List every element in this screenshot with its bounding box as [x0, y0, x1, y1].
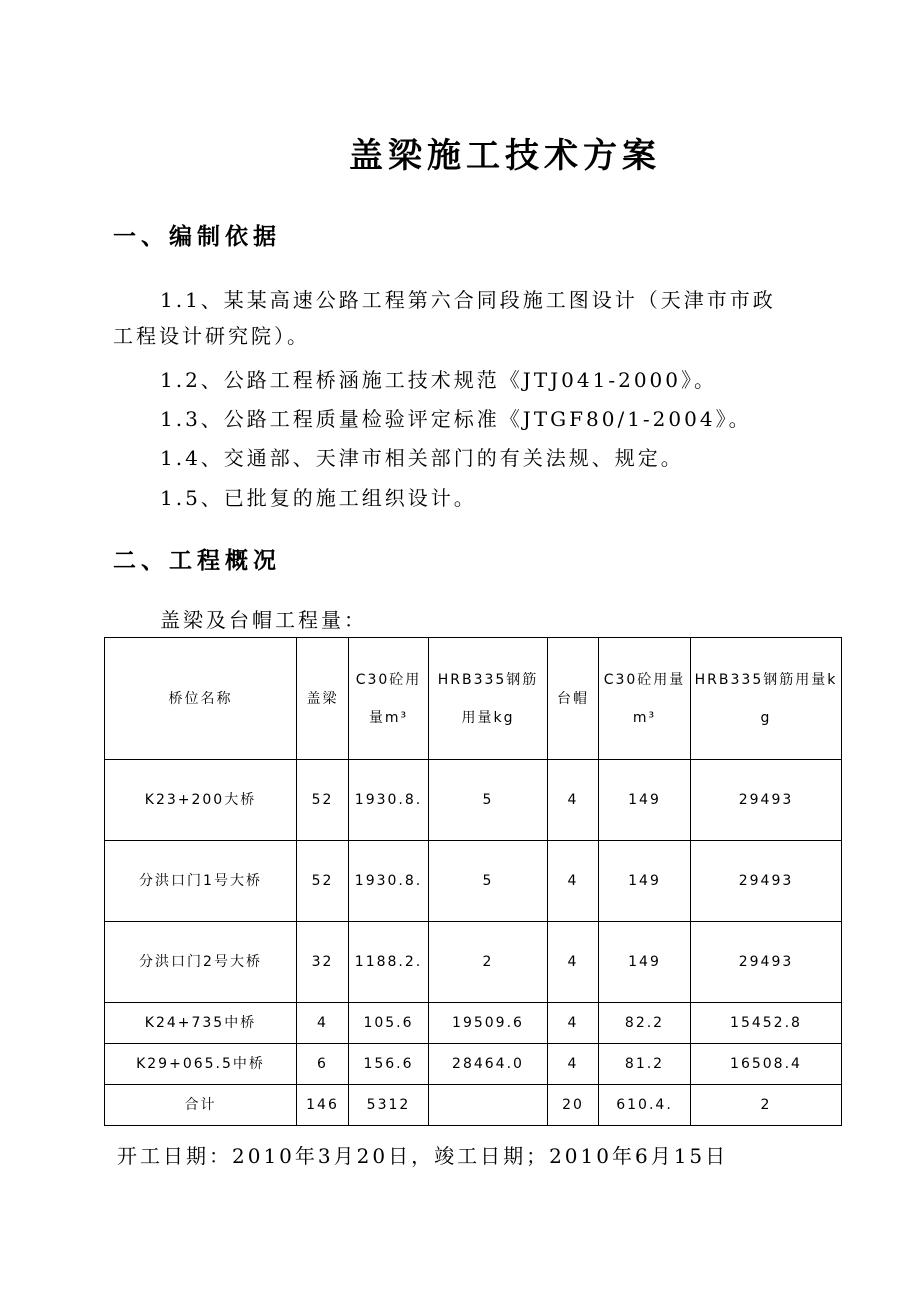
cell-abutment-rebar: 16508.4: [691, 1044, 842, 1085]
table-row: [105, 760, 842, 841]
cell-bridge-name: K24+735中桥: [105, 1003, 297, 1044]
cell-cap-beam-concrete: 1930.8.: [349, 760, 429, 841]
header-abutment-concrete: C30砼用量m³: [599, 638, 691, 760]
basis-item-1-4: 1.4、交通部、天津市相关部门的有关法规、规定。: [160, 446, 684, 470]
cell-cap-beam-concrete: 156.6: [349, 1044, 429, 1085]
table-row: [105, 1044, 842, 1085]
table-header-row: [105, 638, 842, 760]
cell-abutment-cap: 4: [548, 1003, 599, 1044]
basis-item-1-5: 1.5、已批复的施工组织设计。: [160, 486, 477, 510]
basis-item-1-2: 1.2、公路工程桥涵施工技术规范《JTJ041-2000》。: [160, 368, 718, 392]
cell-bridge-name: 分洪口门2号大桥: [105, 922, 297, 1003]
cell-abutment-concrete: 149: [599, 841, 691, 922]
cell-cap-beam-rebar: 2: [429, 922, 548, 1003]
cell-cap-beam-rebar: 5: [429, 760, 548, 841]
cell-abutment-rebar: 2: [691, 1085, 842, 1126]
quantity-table-intro: 盖梁及台帽工程量：: [160, 608, 367, 632]
cell-bridge-name: K29+065.5中桥: [105, 1044, 297, 1085]
header-bridge-name: 桥位名称: [105, 638, 297, 760]
cell-cap-beam-rebar: 19509.6: [429, 1003, 548, 1044]
cell-abutment-concrete: 82.2: [599, 1003, 691, 1044]
header-abutment-cap: 台帽: [548, 638, 599, 760]
cell-cap-beam-rebar: 28464.0: [429, 1044, 548, 1085]
cell-abutment-cap: 4: [548, 760, 599, 841]
cell-abutment-concrete: 81.2: [599, 1044, 691, 1085]
cell-cap-beam: 32: [297, 922, 349, 1003]
cell-bridge-name: 分洪口门1号大桥: [105, 841, 297, 922]
table-row: [105, 922, 842, 1003]
cell-cap-beam: 52: [297, 841, 349, 922]
cell-abutment-cap: 4: [548, 922, 599, 1003]
basis-item-1-1: 1.1、某某高速公路工程第六合同段施工图设计（天津市市政: [160, 288, 776, 312]
header-cap-beam-rebar: HRB335钢筋用量kg: [429, 638, 548, 760]
cell-cap-beam: 6: [297, 1044, 349, 1085]
cell-abutment-concrete: 149: [599, 922, 691, 1003]
cell-cap-beam-concrete: 5312: [349, 1085, 429, 1126]
section-heading-overview: 二、工程概况: [113, 548, 281, 574]
header-cap-beam-concrete: C30砼用量m³: [349, 638, 429, 760]
cell-cap-beam: 146: [297, 1085, 349, 1126]
cell-cap-beam: 4: [297, 1003, 349, 1044]
cell-abutment-rebar: 29493: [691, 841, 842, 922]
header-abutment-rebar: HRB335钢筋用量kg: [691, 638, 842, 760]
table-row: [105, 841, 842, 922]
quantity-table: [104, 637, 842, 1126]
basis-item-1-1-continued: 工程设计研究院）。: [113, 324, 310, 348]
cell-bridge-name: K23+200大桥: [105, 760, 297, 841]
cell-abutment-rebar: 29493: [691, 760, 842, 841]
section-heading-basis: 一、编制依据: [113, 224, 281, 250]
cell-abutment-concrete: 610.4.: [599, 1085, 691, 1126]
cell-abutment-cap: 4: [548, 1044, 599, 1085]
cell-abutment-cap: 20: [548, 1085, 599, 1126]
header-cap-beam: 盖梁: [297, 638, 349, 760]
cell-cap-beam-concrete: 105.6: [349, 1003, 429, 1044]
cell-abutment-rebar: 29493: [691, 922, 842, 1003]
cell-cap-beam-rebar: [429, 1085, 548, 1126]
cell-cap-beam-concrete: 1930.8.: [349, 841, 429, 922]
basis-item-1-3: 1.3、公路工程质量检验评定标准《JTGF80/1-2004》。: [160, 407, 752, 431]
cell-abutment-rebar: 15452.8: [691, 1003, 842, 1044]
table-row: [105, 1003, 842, 1044]
cell-bridge-name: 合计: [105, 1085, 297, 1126]
cell-abutment-cap: 4: [548, 841, 599, 922]
cell-cap-beam-rebar: 5: [429, 841, 548, 922]
schedule-dates: 开工日期：2010年3月20日，竣工日期；2010年6月15日: [117, 1144, 729, 1168]
cell-cap-beam-concrete: 1188.2.: [349, 922, 429, 1003]
table-total-row: [105, 1085, 842, 1126]
document-title: 盖梁施工技术方案: [349, 136, 661, 176]
cell-abutment-concrete: 149: [599, 760, 691, 841]
cell-cap-beam: 52: [297, 760, 349, 841]
